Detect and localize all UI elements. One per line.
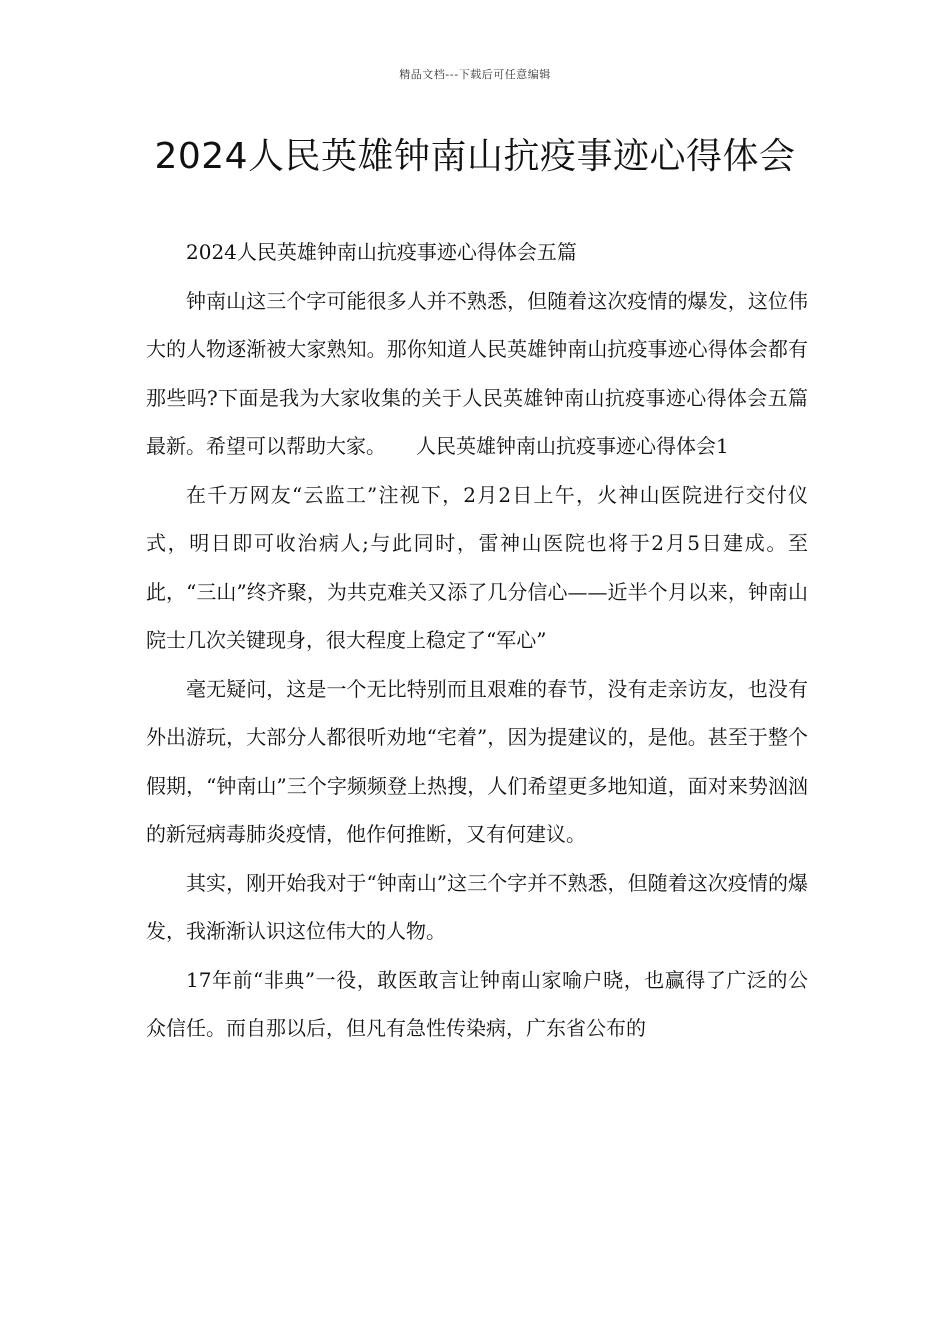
paragraph: 在千万网友“云监工”注视下，2月2日上午，火神山医院进行交付仪式，明日即可收治病人;与此同时，雷神山医院也将于2月5日建成。至此，“三山”终齐聚，为共克难关又添了几分信心——近半个月以来，钟南山院士几次关键现身，很大程度上稳定了“军心” (146, 482, 808, 652)
paragraph: 毫无疑问，这是一个无比特别而且艰难的春节，没有走亲访友，也没有外出游玩，大部分人都很听劝地“宅着”，因为提建议的，是他。甚至于整个假期，“钟南山”三个字频频登上热搜，人们希望更多地知道，面对来势汹汹的新冠病毒肺炎疫情，他作何推断，又有何建议。 (146, 676, 808, 846)
paragraph: 2024人民英雄钟南山抗疫事迹心得体会五篇 (186, 240, 577, 264)
document-body (146, 228, 808, 1053)
paragraph: 其实，刚开始我对于“钟南山”这三个字并不熟悉，但随着这次疫情的爆发，我渐渐认识这位伟大的人物。 (146, 870, 808, 943)
document-title: 2024人民英雄钟南山抗疫事迹心得体会 (154, 136, 796, 177)
header-note: 精品文档---下载后可任意编辑 (399, 68, 551, 81)
paragraph: 钟南山这三个字可能很多人并不熟悉，但随着这次疫情的爆发，这位伟大的人物逐渐被大家熟知。那你知道人民英雄钟南山抗疫事迹心得体会都有那些吗?下面是我为大家收集的关于人民英雄钟南山抗疫事迹心得体会五篇最新。希望可以帮助大家。 人民英雄钟南山抗疫事迹心得体会1 (146, 288, 808, 458)
paragraph: 17年前“非典”一役，敢医敢言让钟南山家喻户晓，也赢得了广泛的公众信任。而自那以后，但凡有急性传染病，广东省公布的 (146, 967, 808, 1040)
